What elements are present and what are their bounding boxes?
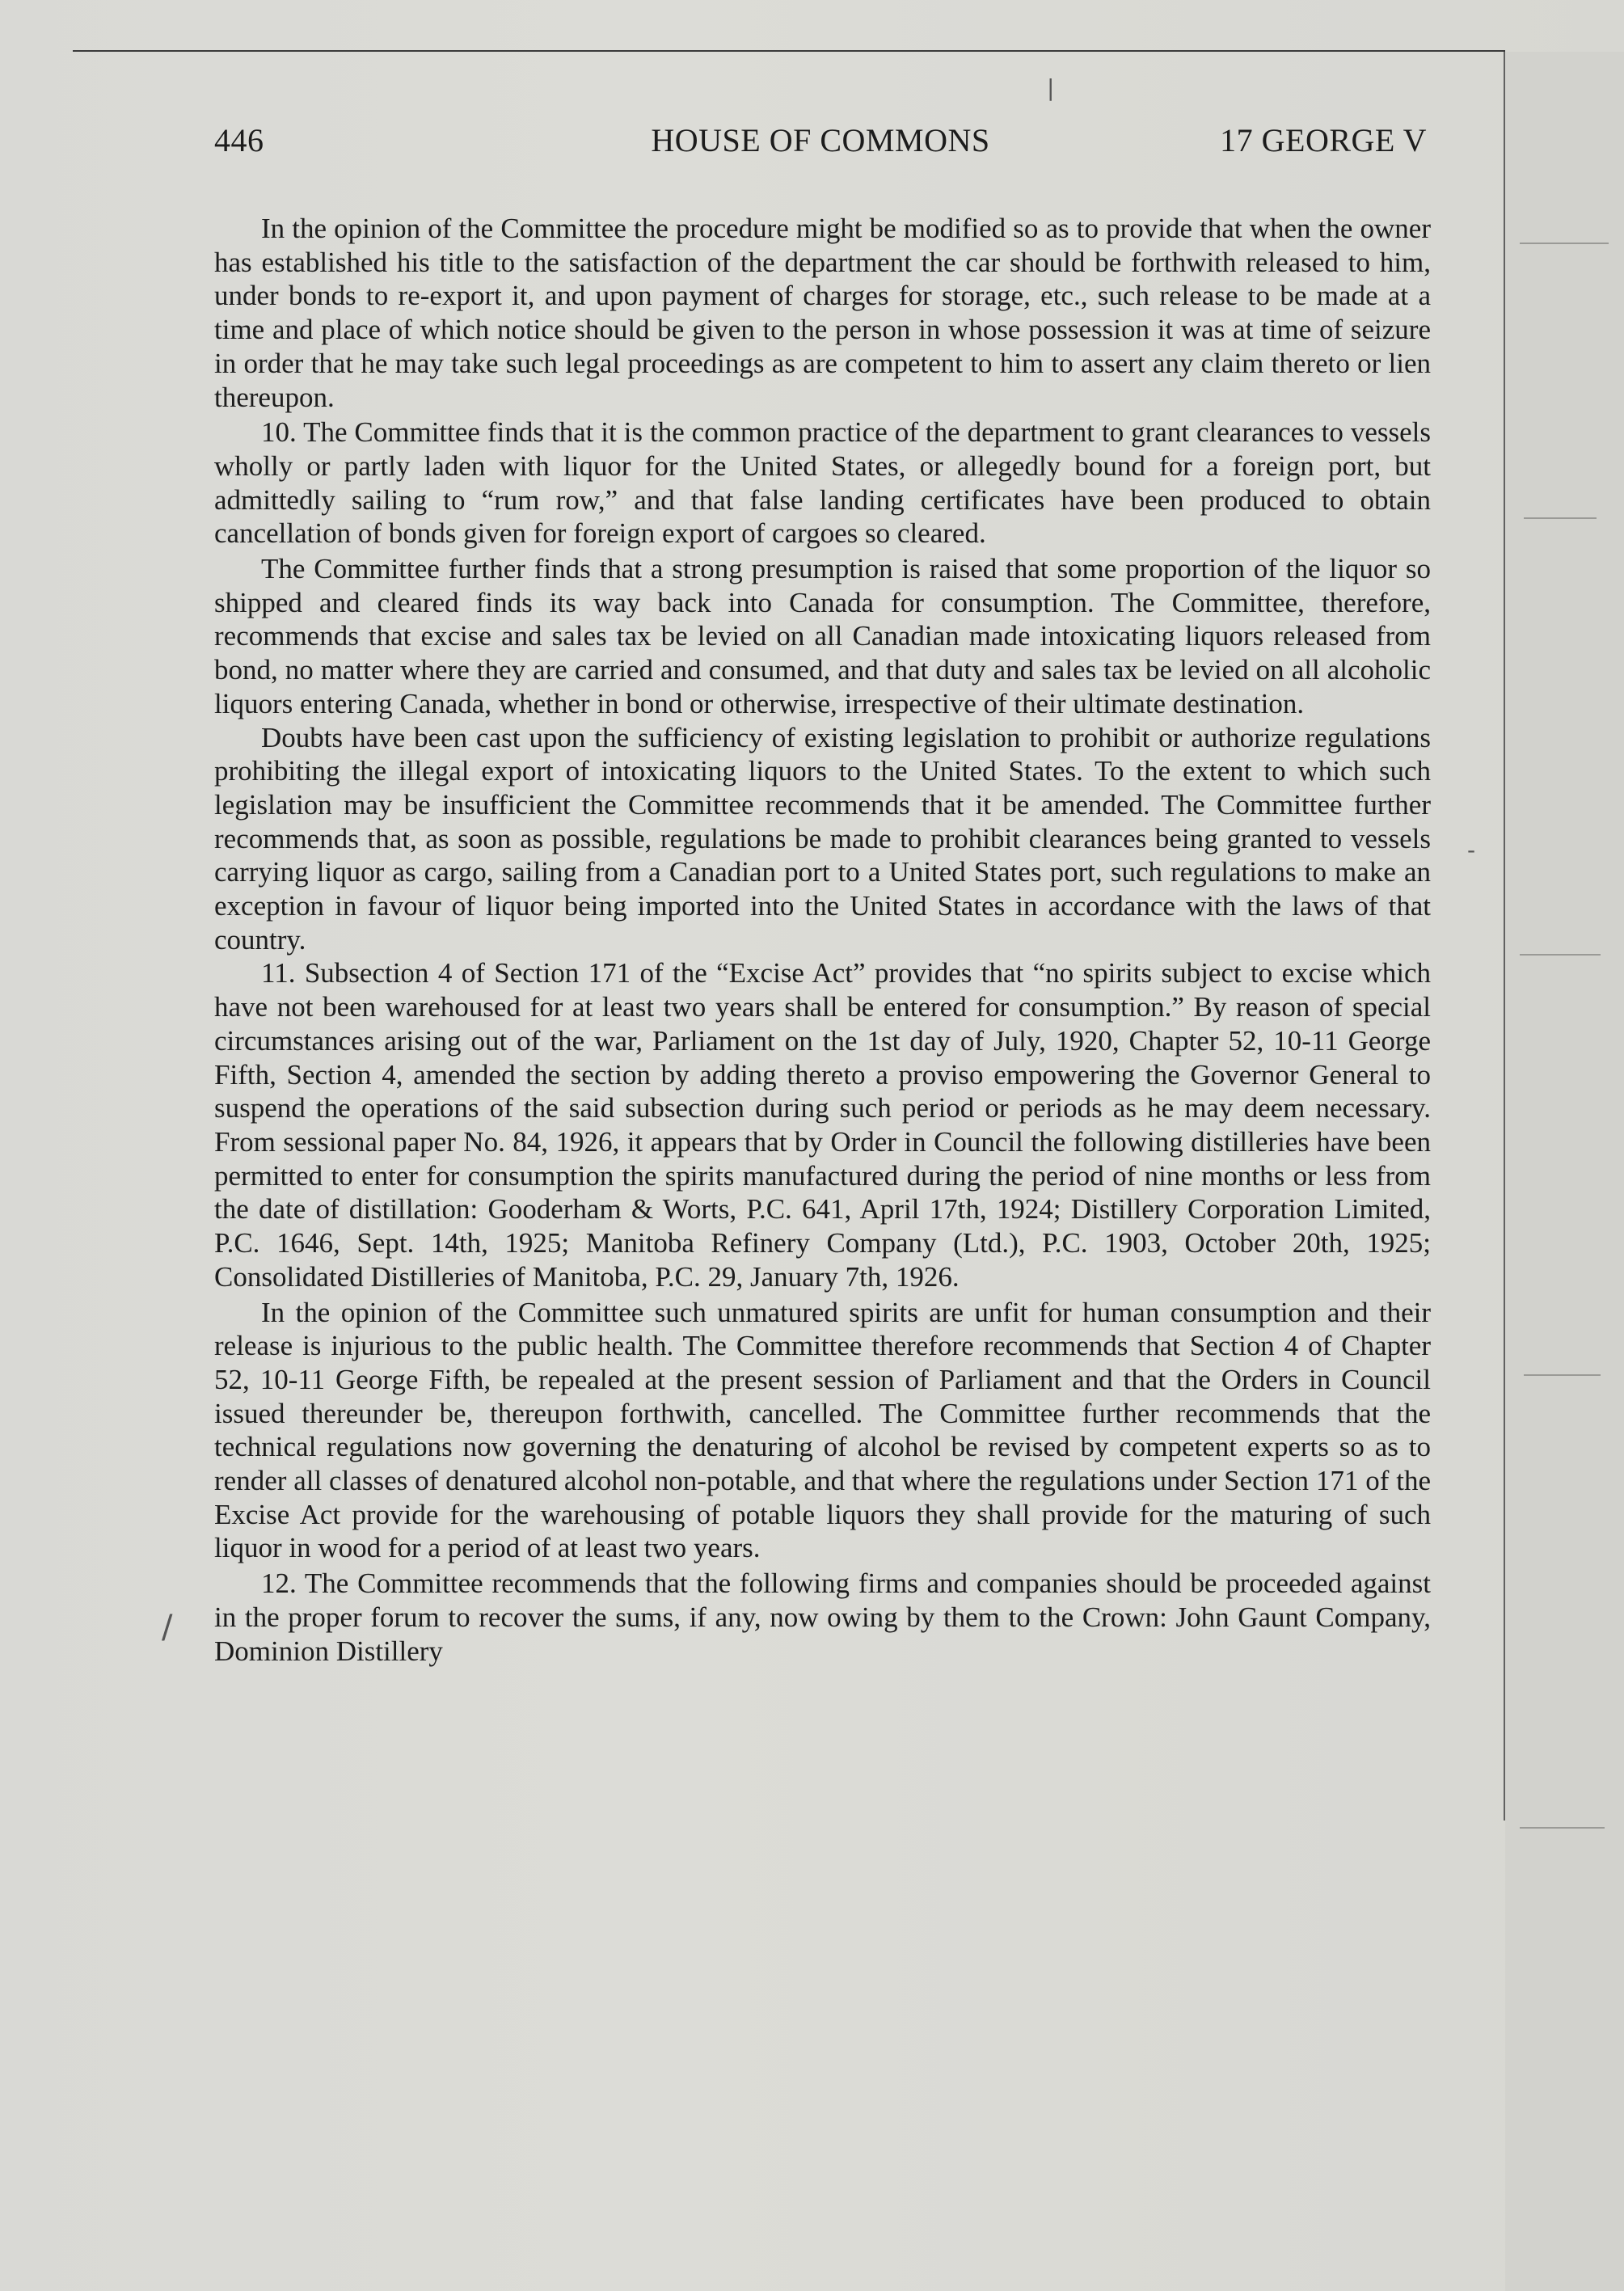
page-edge-rule — [1504, 50, 1505, 1821]
bleed-mark — [1520, 954, 1601, 956]
paragraph-presumption: The Committee further finds that a strong presumption is raised that some proportion of the liquor so shipped and cleared finds its way back into Canada for consumption. The Committee, therefore, recommends that excise and sales tax be levied on all Canadian made intoxicating liquors released from bond, no matter where they are carried and consumed, and that duty and sales tax be levied on all alcoholic liquors entering Canada, whether in bond or otherwise, irrespective of their ultimate destination. — [214, 553, 1431, 719]
paragraph-12-recovery: 12. The Committee recommends that the following firms and companies should be proceeded against in the proper forum to recover the sums, if any, now owing by them to the Crown: John Gaunt Company, Dominion Distillery — [214, 1567, 1431, 1667]
paragraph-procedure: In the opinion of the Committee the procedure might be modified so as to provide that when the owner has established his title to the satisfaction of the department the car should be forthwith released to him, under bonds to re-export it, and upon payment of charges for storage, etc., such release to be made at a time and place of which notice should be given to the person in whose possession it was at time of seizure in order that he may take such legal proceedings as are competent to him to assert any claim thereto or lien thereupon. — [214, 213, 1431, 413]
document-body — [214, 212, 1431, 1669]
bleed-mark — [1524, 517, 1597, 519]
paragraph-10-clearances: 10. The Committee finds that it is the common practice of the department to grant clearances to vessels wholly or partly laden with liquor for the United States, or allegedly bound for a foreign port, but admittedly sailing to “rum row,” and that false landing certificates have been produced to obtain cancellation of bonds given for foreign export of cargoes so cleared. — [214, 416, 1431, 550]
page-header — [214, 121, 1427, 162]
margin-tick-mark: / — [162, 1609, 173, 1646]
top-rule — [73, 50, 1505, 52]
stray-mark: - — [1467, 837, 1476, 863]
stray-mark: | — [1047, 74, 1055, 101]
bleed-mark — [1520, 243, 1609, 244]
bleed-mark — [1524, 1374, 1601, 1376]
paragraph-11-excise-act: 11. Subsection 4 of Section 171 of the “Excise Act” provides that “no spirits subject to excise which have not been warehoused for at least two years shall be entered for consumption.” By reason of special circumstances arising out of the war, Parliament on the 1st day of July, 1920, Chapter 52, 10-11 George Fifth, Section 4, amended the section by adding thereto a proviso empowering the Governor General to suspend the operations of the said subsection during such period or periods as he may deem necessary. From sessional paper No. 84, 1926, it appears that by Order in Council the following distilleries have been permitted to enter for consumption the spirits manufactured during the period of nine months or less from the date of distillation: Gooderham & Worts, P.C. 641, April 17th, 1924; Distillery Corporation Limited, P.C. 1646, Sept. 14th, 1925; Manitoba Refinery Company (Ltd.), P.C. 1903, October 20th, 1925; Consolidated Distilleries of Manitoba, P.C. 29, January 7th, 1926. — [214, 957, 1431, 1293]
running-title: HOUSE OF COMMONS — [651, 122, 990, 158]
paragraph-doubts: Doubts have been cast upon the sufficiency of existing legislation to prohibit or authorize regulations prohibiting the illegal export of intoxicating liquors to the United States. To the extent to which such legislation may be insufficient the Committee recommends that it be amended. The Committee further recommends that, as soon as possible, regulations be made to prohibit clearances being granted to vessels carrying liquor as cargo, sailing from a Canadian port to a United States port, such regulations to make an exception in favour of liquor being imported into the United States in accordance with the laws of that country. — [214, 721, 1431, 956]
facing-page-edge — [1505, 52, 1624, 2291]
bleed-mark — [1520, 1827, 1605, 1829]
page-number: 446 — [214, 122, 264, 158]
paragraph-unmatured-spirits: In the opinion of the Committee such unmatured spirits are unfit for human consumption and their release is injurious to the public health. The Committee therefore recommends that Section 4 of Chapter 52, 10-11 George Fifth, be repealed at the present session of Parliament and that the Orders in Council issued thereunder be, thereupon forthwith, cancelled. The Committee further recommends that the technical regulations now governing the denaturing of alcohol be revised by competent experts so as to render all classes of denatured alcohol non-potable, and that where the regulations under Section 171 of the Excise Act provide for the warehousing of potable liquors they shall provide for the maturing of such liquor in wood for a period of at least two years. — [214, 1296, 1431, 1564]
session-label: 17 GEORGE V — [1220, 122, 1427, 158]
